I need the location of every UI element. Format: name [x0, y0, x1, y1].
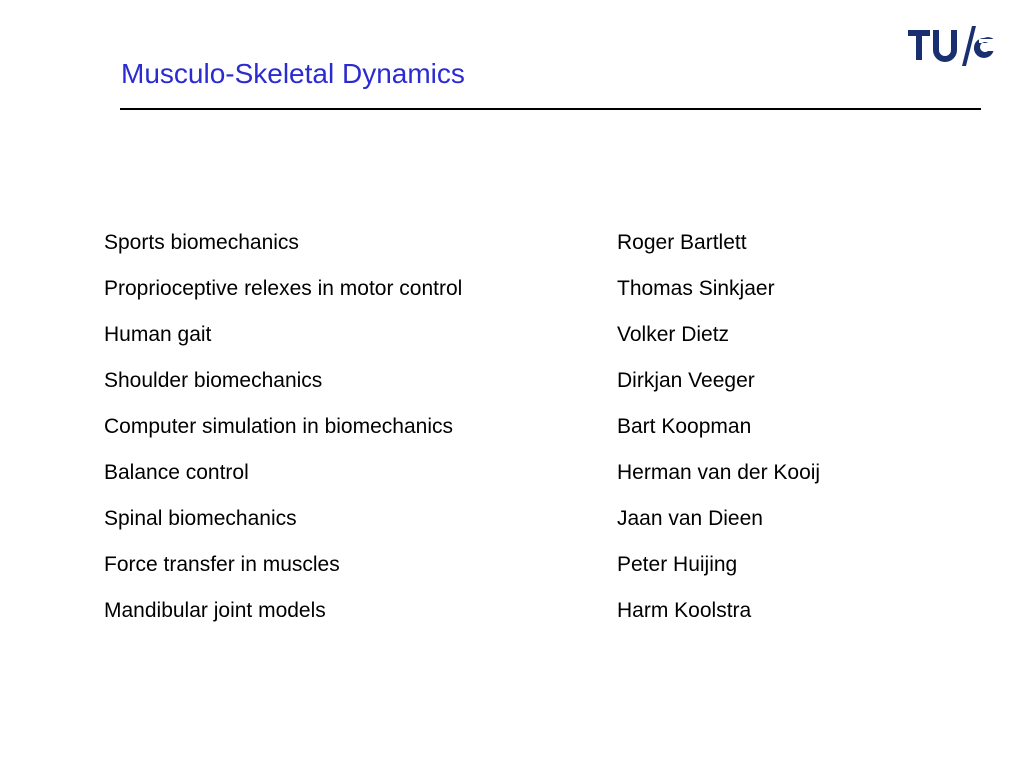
list-item: [104, 367, 924, 413]
topic-label: Shoulder biomechanics: [104, 369, 323, 392]
list-item: [104, 321, 924, 367]
list-item: [104, 459, 924, 505]
list-item: [104, 597, 924, 643]
speaker-name: Bart Koopman: [617, 415, 752, 438]
slide-title: Musculo-Skeletal Dynamics: [121, 58, 465, 89]
topic-label: Mandibular joint models: [104, 599, 326, 622]
topic-label: Spinal biomechanics: [104, 507, 297, 530]
topic-label: Force transfer in muscles: [104, 553, 340, 576]
topic-label: Human gait: [104, 323, 212, 346]
list-item: [104, 413, 924, 459]
topic-label: Balance control: [104, 461, 249, 484]
speaker-name: Jaan van Dieen: [617, 507, 763, 530]
topic-speaker-list: [104, 229, 924, 643]
speaker-name: Herman van der Kooij: [617, 461, 821, 484]
list-item: [104, 505, 924, 551]
list-item: [104, 229, 924, 275]
speaker-name: Peter Huijing: [617, 553, 738, 576]
speaker-name: Harm Koolstra: [617, 599, 752, 622]
topic-label: Sports biomechanics: [104, 231, 299, 254]
speaker-name: Thomas Sinkjaer: [617, 277, 775, 300]
list-item: [104, 551, 924, 597]
tue-logo: [906, 26, 998, 70]
topic-label: Proprioceptive relexes in motor control: [104, 277, 463, 300]
speaker-name: Dirkjan Veeger: [617, 369, 755, 392]
topic-label: Computer simulation in biomechanics: [104, 415, 453, 438]
speaker-name: Volker Dietz: [617, 323, 730, 346]
title-underline: [120, 108, 981, 110]
speaker-name: Roger Bartlett: [617, 231, 747, 254]
list-item: [104, 275, 924, 321]
